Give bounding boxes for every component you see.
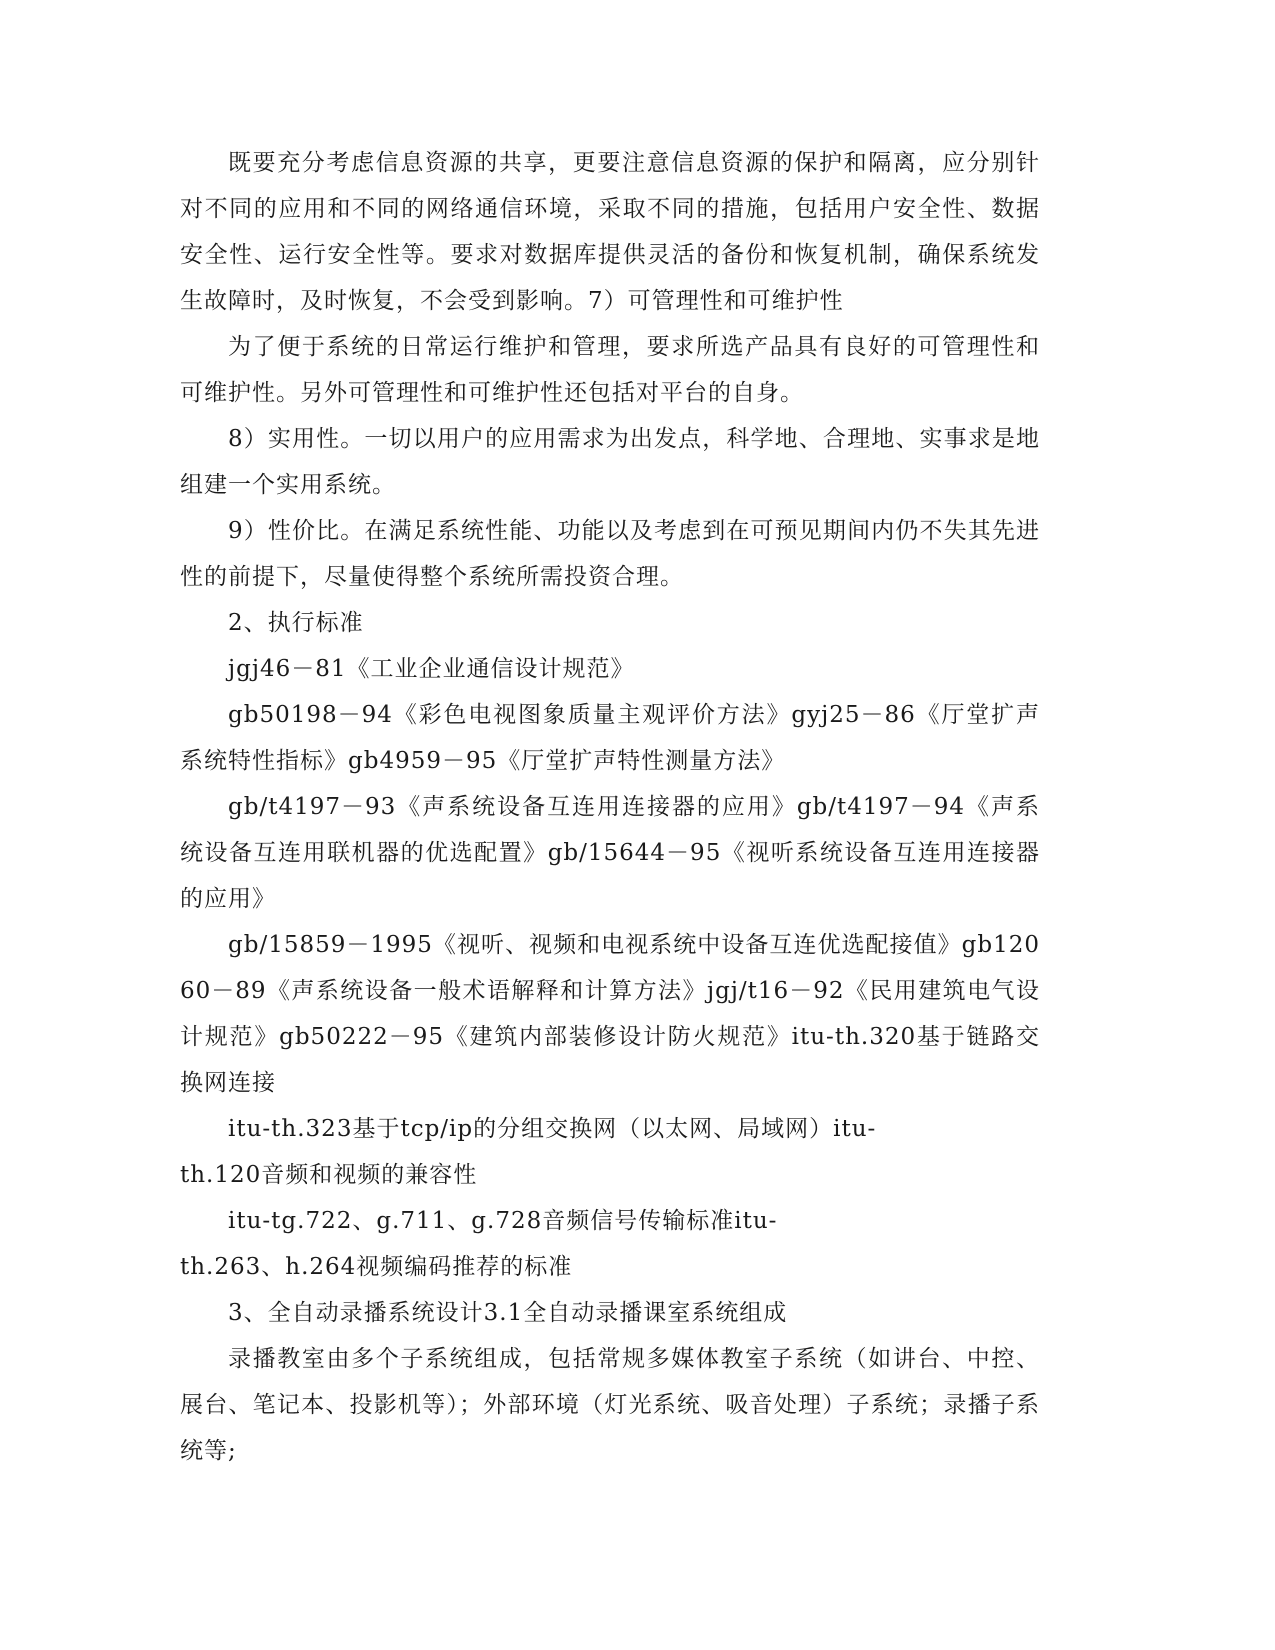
heading-recording-system: 3、全自动录播系统设计3.1全自动录播课室系统组成 <box>228 1300 788 1326</box>
standard-itu-h323 <box>180 1106 1040 1198</box>
paragraph-cost-performance: 9）性价比。在满足系统性能、功能以及考虑到在可预见期间内仍不失其先进性的前提下，尽量使得整个系统所需投资合理。 <box>180 518 1040 590</box>
standard-gb50198: gb50198－94《彩色电视图象质量主观评价方法》gyj25－86《厅堂扩声系统特性指标》gb4959－95《厅堂扩声特性测量方法》 <box>180 702 1040 774</box>
standard-itu-h323-line2: th.120音频和视频的兼容性 <box>180 1162 478 1188</box>
paragraph-recording-classroom: 录播教室由多个子系统组成，包括常规多媒体教室子系统（如讲台、中控、展台、笔记本、投影机等）；外部环境（灯光系统、吸音处理）子系统；录播子系统等; <box>180 1346 1040 1464</box>
paragraph-security: 既要充分考虑信息资源的共享，更要注意信息资源的保护和隔离，应分别针对不同的应用和不同的网络通信环境，采取不同的措施，包括用户安全性、数据安全性、运行安全性等。要求对数据库提供灵活的备份和恢复机制，确保系统发生故障时，及时恢复，不会受到影响。7）可管理性和可维护性 <box>180 150 1040 314</box>
standard-itu-g722-line2: th.263、h.264视频编码推荐的标准 <box>180 1254 573 1280</box>
paragraph-practicality: 8）实用性。一切以用户的应用需求为出发点，科学地、合理地、实事求是地组建一个实用系统。 <box>180 426 1040 498</box>
standard-itu-h323-line1: itu-th.323基于tcp/ip的分组交换网（以太网、局域网）itu- <box>228 1116 877 1142</box>
paragraph-maintainability: 为了便于系统的日常运行维护和管理，要求所选产品具有良好的可管理性和可维护性。另外可管理性和可维护性还包括对平台的自身。 <box>180 334 1040 406</box>
standard-gb15859: gb/15859－1995《视听、视频和电视系统中设备互连优选配接值》gb12060－89《声系统设备一般术语解释和计算方法》jgj/t16－92《民用建筑电气设计规范》gb50222－95《建筑内部装修设计防火规范》itu-th.320基于链路交换网连接 <box>180 932 1040 1096</box>
standard-jgj46: jgj46－81《工业企业通信设计规范》 <box>228 656 635 682</box>
heading-standards: 2、执行标准 <box>228 610 364 636</box>
standard-gb-t4197: gb/t4197－93《声系统设备互连用连接器的应用》gb/t4197－94《声系统设备互连用联机器的优选配置》gb/15644－95《视听系统设备互连用连接器的应用》 <box>180 794 1040 912</box>
standard-itu-g722-line1: itu-tg.722、g.711、g.728音频信号传输标准itu- <box>228 1208 778 1234</box>
standard-itu-g722 <box>180 1198 1040 1290</box>
document-body <box>180 140 1040 1474</box>
